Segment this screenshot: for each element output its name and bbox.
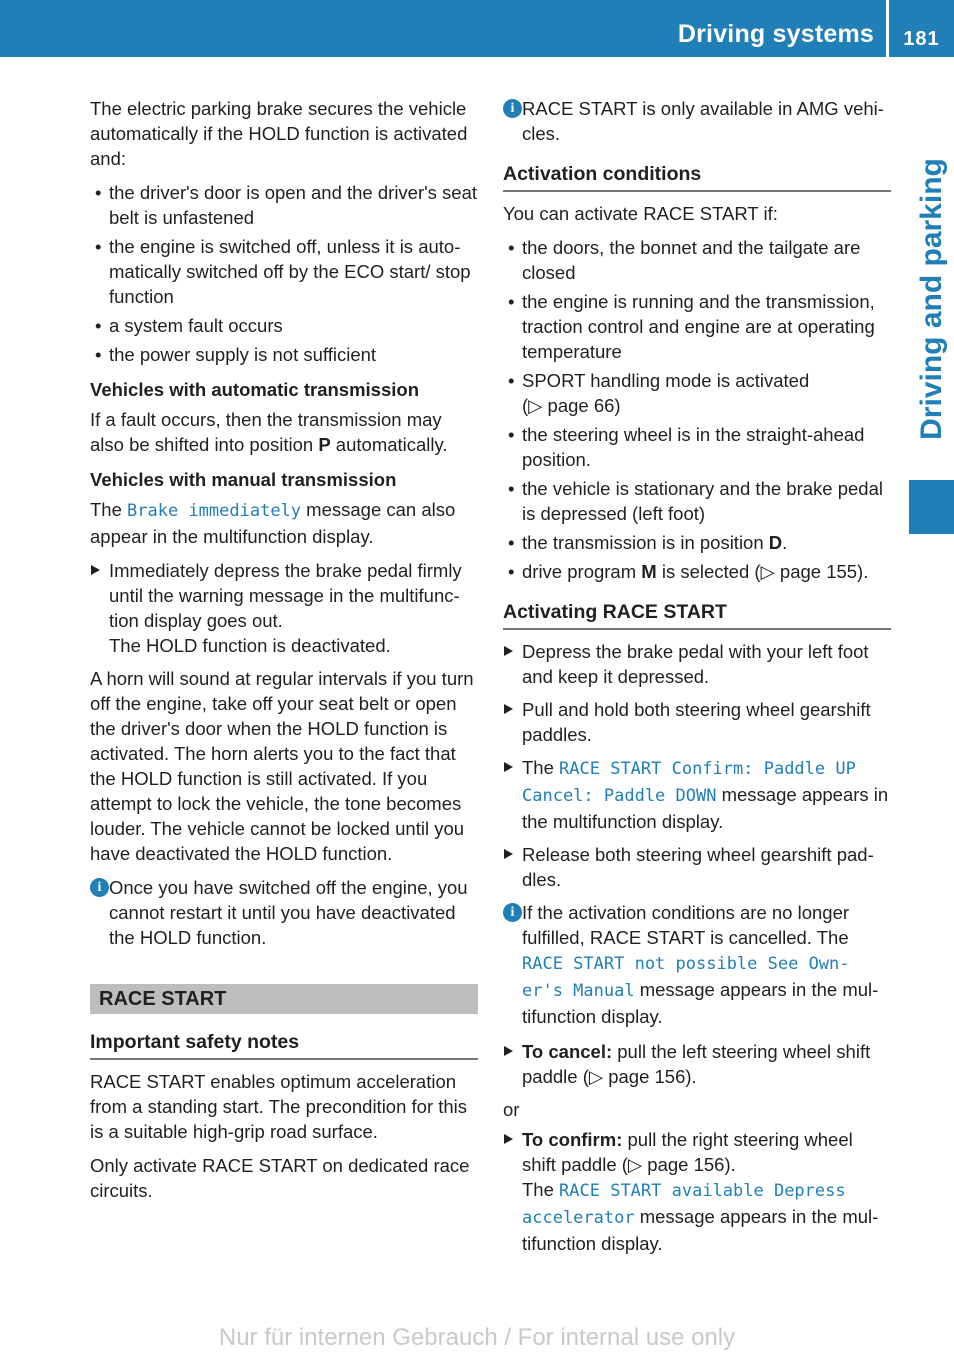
step-item: The RACE START Confirm: Paddle UP Cancel: Paddle DOWN message appears in the multifunction display.: [503, 755, 891, 834]
section-bar-race-start: RACE START: [90, 984, 478, 1014]
heading-automatic-transmission: Vehicles with automatic transmission: [90, 379, 419, 400]
list-item: • the doors, the bonnet and the tailgate are closed: [508, 237, 861, 283]
right-column: [503, 96, 891, 1264]
hold-conditions-list: [90, 180, 478, 367]
side-tab: [909, 76, 954, 534]
display-message: RACE START Confirm: Paddle UP: [559, 759, 856, 779]
step-item-cancel: To cancel: pull the left steering wheel shift paddle (▷ page 156).: [503, 1039, 891, 1089]
list-item: • the engine is switched off, unless it is automatically switched off by the ECO start/ stop function: [95, 236, 471, 307]
heading-manual-transmission: Vehicles with manual transmission: [90, 469, 397, 490]
step-arrow-icon: [504, 646, 513, 656]
manual-paragraph: The Brake immediately message can also appear in the multifunction display.: [90, 499, 456, 547]
or-text: or: [503, 1099, 520, 1120]
list-item: • the transmission is in position D.: [508, 532, 788, 553]
heading-activating-race-start: Activating RACE START: [503, 600, 891, 630]
page-number-box: [889, 0, 954, 57]
display-message: RACE START not possible See Own‐: [522, 954, 850, 974]
step-item: Depress the brake pedal with your left foot and keep it depressed.: [503, 639, 891, 689]
heading-activation-conditions: Activation conditions: [503, 162, 891, 192]
display-message: er's Manual: [522, 981, 635, 1001]
heading-safety-notes: Important safety notes: [90, 1030, 478, 1060]
automatic-paragraph: If a fault occurs, then the transmission may also be shifted into position P automatically.: [90, 409, 448, 455]
list-item: • the vehicle is stationary and the brake pedal is depressed (left foot): [508, 478, 883, 524]
page-reference: (▷ page 66): [522, 395, 621, 416]
display-message: accelerator: [522, 1208, 635, 1228]
horn-paragraph: A horn will sound at regular intervals if you turn off the engine, take off your seat belt or open the driver's door when the HOLD function is activated. The horn alerts you to the fact that the HOLD function is still activated. If you attempt to lock the vehicle, the tone becomes louder. The vehicle cannot be locked until you have deactivated the HOLD function.: [90, 668, 474, 864]
intro-paragraph: The electric parking brake secures the vehicle automatically if the HOLD function is activated and:: [90, 98, 468, 169]
info-icon: i: [503, 99, 522, 118]
list-item: • the driver's door is open and the driver's seat belt is unfastened: [95, 182, 478, 228]
footer-watermark: Nur für internen Gebrauch / For internal use only: [218, 1324, 736, 1351]
info-note: i Once you have switched off the engine, you cannot restart it until you have deactivated the HOLD function.: [90, 875, 478, 950]
left-column: [90, 96, 478, 1212]
activation-conditions-list: [503, 235, 891, 584]
side-tab-label: Driving and parking: [915, 158, 948, 440]
side-tab-marker: [909, 480, 954, 534]
header-bar: [0, 0, 886, 57]
page-number: 181: [903, 28, 940, 50]
list-item: • the engine is running and the transmission, traction control and engine are at operating temperature: [508, 291, 875, 362]
safety-paragraph-2: Only activate RACE START on dedicated race circuits.: [90, 1155, 470, 1201]
list-item: • a system fault occurs: [95, 315, 283, 336]
step-arrow-icon: [504, 762, 513, 772]
step-arrow-icon: [504, 849, 513, 859]
step-item-confirm: To confirm: pull the right steering wheel shift paddle (▷ page 156). The RACE START available Depress accelerator message appears in the multifunction display.: [503, 1127, 891, 1256]
info-icon: i: [90, 878, 109, 897]
step-item: Pull and hold both steering wheel gearshift paddles.: [503, 697, 891, 747]
list-item: • SPORT handling mode is activated (▷ page 66): [508, 370, 810, 416]
step-result: The HOLD function is deactivated.: [109, 635, 391, 656]
info-note: i RACE START is only available in AMG vehicles.: [503, 96, 891, 146]
info-icon: i: [503, 903, 522, 922]
step-arrow-icon: [504, 1046, 513, 1056]
display-message: Brake immediately: [127, 501, 302, 521]
list-item: • the steering wheel is in the straight-ahead position.: [508, 424, 865, 470]
section-title: Driving systems: [677, 20, 874, 48]
list-item: • the power supply is not sufficient: [95, 344, 377, 365]
step-item: Immediately depress the brake pedal firmly until the warning message in the multifunction display goes out. The HOLD function is deactivated.: [90, 558, 478, 658]
step-item: Release both steering wheel gearshift paddles.: [503, 842, 891, 892]
conditions-intro: You can activate RACE START if:: [503, 203, 778, 224]
step-arrow-icon: [504, 704, 513, 714]
display-message: Cancel: Paddle DOWN: [522, 786, 717, 806]
step-arrow-icon: [91, 565, 100, 575]
step-arrow-icon: [504, 1134, 513, 1144]
info-note: i If the activation conditions are no longer fulfilled, RACE START is cancelled. The RACE START not possible See Own‐ er's Manual message appears in the multifunction display.: [503, 900, 891, 1029]
list-item: • drive program M is selected (▷ page 155).: [508, 561, 869, 582]
display-message: RACE START available Depress: [559, 1181, 846, 1201]
safety-paragraph-1: RACE START enables optimum acceleration from a standing start. The precondition for this is a suitable high-grip road surface.: [90, 1071, 468, 1142]
